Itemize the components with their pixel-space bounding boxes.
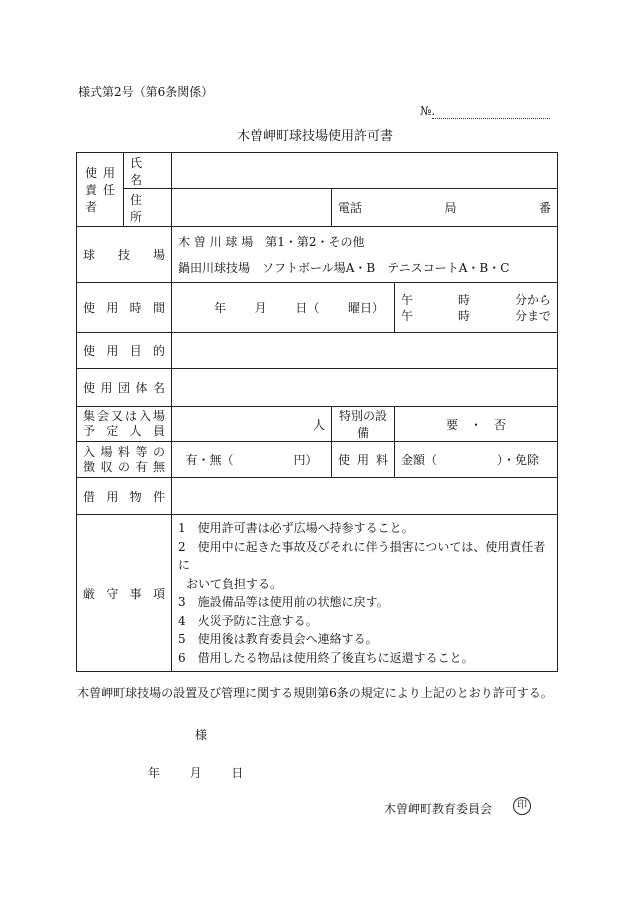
attendance-label: 集会又は入場 予定人員: [77, 407, 172, 442]
time-month-label: 月: [254, 301, 267, 315]
time-hour2-label: 時: [457, 308, 470, 323]
rule-item: 6 借用したる物品は使用終了後直ちに返還すること。: [178, 650, 474, 665]
time-weekday-label: 曜日）: [347, 301, 384, 315]
phone-exchange-label: 局: [444, 201, 457, 215]
responsible-person-label: 使用責任者: [77, 153, 124, 227]
attendance-field[interactable]: [172, 407, 332, 442]
purpose-label: 使用目的: [77, 333, 172, 369]
borrowed-items-label: 借用物件: [77, 478, 172, 515]
group-field[interactable]: [172, 369, 558, 407]
persons-unit: 人: [312, 417, 325, 432]
rule-item-continuation: おいて負担する。: [186, 576, 283, 591]
recipient-honorific: 様: [195, 728, 208, 742]
permit-form-table: [76, 152, 558, 672]
time-hour-label: 時: [457, 292, 470, 307]
issuer-name: 木曽岬町教育委員会: [384, 802, 493, 816]
borrowed-items-field[interactable]: [172, 478, 558, 515]
name-field[interactable]: [172, 153, 558, 189]
fee-collection-label: 入場料等の 徴収の有無: [77, 442, 172, 478]
issue-date: [148, 764, 243, 781]
rule-item: 2 使用中に起きた事故及びそれに伴う損害については、使用責任者に: [178, 539, 546, 572]
rule-item: 3 施設備品等は使用前の状態に戻す。: [178, 595, 389, 609]
document-title: 木曽岬町球技場使用許可書: [236, 129, 393, 144]
rule-item: 4 火災予防に注意する。: [178, 613, 318, 628]
time-from-label: 分から: [514, 292, 551, 307]
field-option-kisogawa[interactable]: 木 曽 川 球 場 第1・第2・その他: [178, 234, 365, 249]
address-field[interactable]: [172, 189, 332, 227]
date-field[interactable]: [172, 283, 395, 333]
document-number-field[interactable]: [432, 118, 550, 119]
permit-statement: 木曽岬町球技場の設置及び管理に関する規則第6条の規定により上記のとおり許可する。: [77, 686, 553, 700]
time-pm-label: 午: [401, 308, 414, 323]
name-label: 氏 名: [124, 153, 172, 189]
field-label: 球技場: [77, 227, 172, 283]
issue-year-label: 年: [148, 766, 161, 780]
rule-item: 1 使用許可書は必ず広場へ持参すること。: [178, 521, 414, 535]
issue-month-label: 月: [189, 766, 202, 780]
phone-field[interactable]: [332, 189, 558, 227]
special-equipment-choice[interactable]: 要 ・ 否: [395, 407, 558, 442]
time-to-label: 分まで: [514, 308, 551, 323]
usage-fee-field[interactable]: 金額（ ）・免除: [395, 442, 558, 478]
form-number-label: 様式第2号（第6条関係）: [78, 85, 214, 99]
group-label: 使用団体名: [77, 369, 172, 407]
rules-list: [172, 515, 558, 672]
time-am-label: 午: [401, 292, 414, 307]
issue-day-label: 日: [231, 766, 244, 780]
time-day-label: 日（: [295, 301, 320, 315]
field-selection[interactable]: [172, 227, 558, 283]
field-option-nabetagawa[interactable]: 鍋田川球技場 ソフトボール場A・B テニスコートA・B・C: [178, 260, 510, 275]
purpose-field[interactable]: [172, 333, 558, 369]
phone-number-label: 番: [538, 201, 551, 215]
usage-fee-label: 使用料: [332, 442, 395, 478]
document-number-label: №.: [420, 104, 436, 118]
special-equipment-label: 特別の設備: [332, 407, 395, 442]
rule-item: 5 使用後は教育委員会へ連絡する。: [178, 632, 378, 646]
seal-stamp: 印: [513, 797, 531, 815]
phone-label: 電話: [338, 201, 363, 215]
time-label: 使用時間: [77, 283, 172, 333]
time-year-label: 年: [214, 301, 227, 315]
fee-collection-choice[interactable]: 有・無（ 円）: [172, 442, 332, 478]
address-label: 住 所: [124, 189, 172, 227]
time-range-field[interactable]: [395, 283, 558, 333]
rules-label: 厳守事項: [77, 515, 172, 672]
